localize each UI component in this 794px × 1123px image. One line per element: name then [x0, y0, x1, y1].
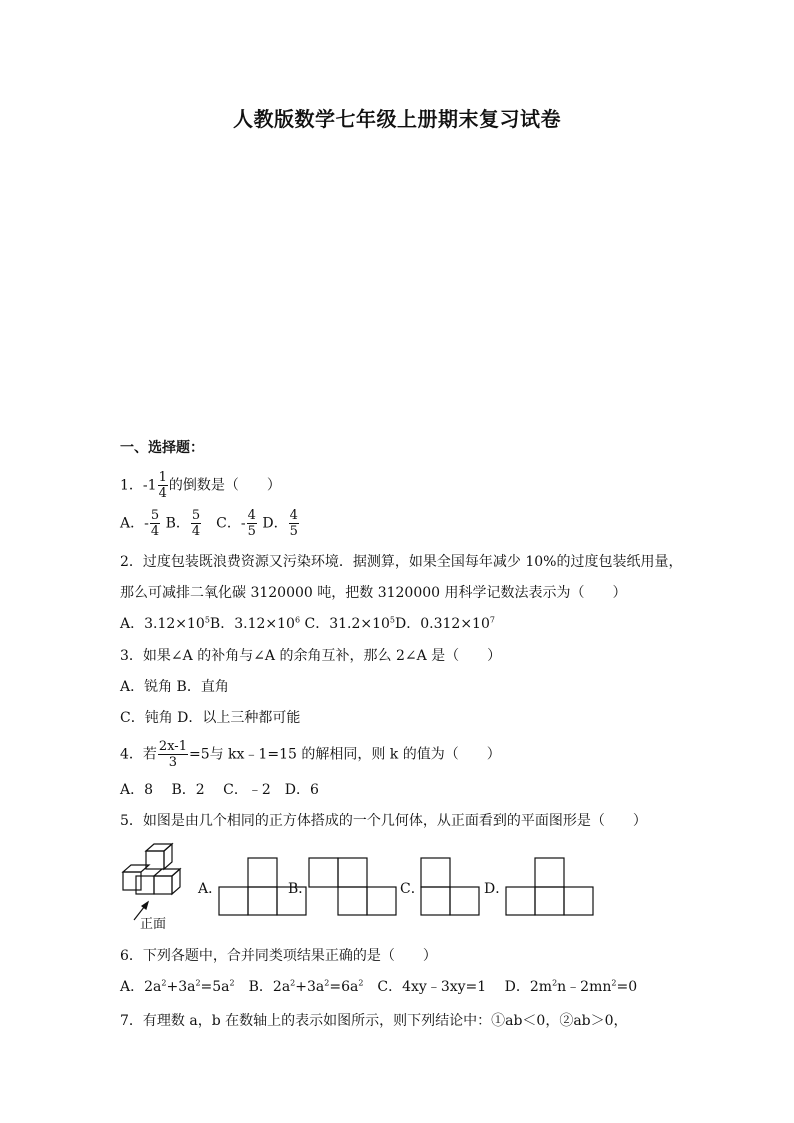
q6-b-exp1: 2 — [290, 978, 296, 988]
cube-solid-figure — [123, 844, 180, 920]
q6-a-pre: A．2a — [120, 979, 162, 995]
q6-b-exp3: 2 — [358, 978, 364, 988]
q1-fraction — [158, 470, 168, 501]
q6-b-end: =6a — [329, 979, 359, 995]
q1-c-num: 4 — [247, 508, 256, 523]
q6-b-exp2: 2 — [324, 978, 330, 988]
question-2-line-1: 2．过度包装既浪费资源又污染环境．据测算，如果全国每年减少 10%的过度包装纸用量， — [120, 554, 683, 570]
q6-d-exp2: 2 — [611, 978, 617, 988]
q1-option-c: C． — [202, 515, 241, 532]
q6-a-exp3: 2 — [229, 978, 235, 988]
q4-options: A．8 B．2 C．﹣2 D．6 — [120, 782, 319, 798]
question-1 — [120, 470, 281, 501]
q6-d-exp1: 2 — [552, 978, 558, 988]
question-3: 3．如果∠A 的补角与∠A 的余角互补，那么 2∠A 是（ ） — [120, 648, 502, 664]
q1-prefix: -1 — [142, 477, 157, 494]
q2-option-b: B．3.12×10 — [209, 616, 295, 632]
q6-c-and-d: C．4xy﹣3xy=1 D．2m — [363, 979, 553, 995]
q1-frac-num: 1 — [158, 470, 167, 485]
q5-option-c-label: C． — [400, 881, 425, 897]
q1-b-den: 4 — [191, 524, 201, 539]
q3-options-1: A．锐角 B．直角 — [120, 679, 229, 695]
q1-option-a-sign: - — [144, 515, 149, 532]
q2-option-a-exp: 5 — [204, 615, 210, 625]
q1-option-d-frac — [289, 508, 299, 539]
front-label: 正面 — [140, 917, 167, 932]
q1-suffix: 的倒数是（ ） — [168, 477, 281, 494]
q2-option-d: D．0.312×10 — [395, 616, 490, 632]
q1-option-a-frac — [150, 508, 160, 539]
q1-b-num: 5 — [191, 508, 201, 523]
q1-option-a: A． — [120, 515, 145, 532]
question-7: 7．有理数 a，b 在数轴上的表示如图所示，则下列结论中：①ab＜0，②ab＞0， — [120, 1013, 628, 1029]
q1-option-b-frac — [191, 508, 201, 539]
q6-b-pre: B．2a — [234, 979, 291, 995]
q1-options — [120, 508, 300, 539]
q4-fraction — [158, 739, 188, 770]
option-d-shape — [506, 858, 593, 915]
q2-option-c: C．31.2×10 — [304, 616, 390, 632]
q1-d-den: 5 — [289, 524, 298, 539]
q4-frac-den: 3 — [168, 755, 178, 770]
q1-a-num: 5 — [150, 508, 160, 523]
question-6: 6．下列各题中，合并同类项结果正确的是（ ） — [120, 948, 437, 964]
question-2-line-2: 那么可减排二氧化碳 3120000 吨，把数 3120000 用科学记数法表示为（ ） — [120, 585, 627, 601]
q2-option-a: A．3.12×10 — [120, 616, 205, 632]
section-heading-choice: 一、选择题： — [120, 440, 204, 456]
q1-option-c-frac — [247, 508, 257, 539]
q5-drawing — [118, 840, 608, 932]
q1-option-b: B． — [161, 515, 190, 532]
q4-frac-num: 2x-1 — [158, 739, 187, 754]
q1-option-c-sign: - — [240, 515, 246, 532]
q6-d-mid: n﹣2mn — [557, 979, 612, 995]
q5-option-d-label: D． — [484, 881, 510, 897]
q2-option-b-exp: 6 — [294, 615, 301, 625]
q4-suffix: =5与 kx﹣1=15 的解相同，则 k 的值为（ ） — [188, 746, 501, 763]
q6-options — [120, 976, 637, 996]
q1-frac-den: 4 — [158, 486, 167, 501]
q6-a-mid: +3a — [166, 979, 196, 995]
q6-b-mid: +3a — [295, 979, 325, 995]
q3-options-2: C．钝角 D．以上三种都可能 — [120, 710, 301, 726]
q1-a-den: 4 — [150, 524, 160, 539]
q1-option-d: D． — [257, 515, 288, 532]
question-5: 5．如图是由几个相同的正方体搭成的一个几何体，从正面看到的平面图形是（ ） — [120, 813, 647, 829]
q4-prefix: 4．若 — [120, 746, 157, 763]
question-4 — [120, 739, 501, 770]
q6-a-end: =5a — [200, 979, 230, 995]
q2-option-c-exp: 5 — [389, 615, 396, 625]
q6-d-end: =0 — [616, 979, 638, 995]
option-b-shape — [309, 858, 396, 915]
q1-c-den: 5 — [247, 524, 256, 539]
q1-d-num: 4 — [289, 508, 298, 523]
page-title: 人教版数学七年级上册期末复习试卷 — [233, 107, 561, 131]
q5-figure — [118, 840, 608, 932]
option-c-shape — [421, 858, 479, 915]
q2-option-d-exp: 7 — [489, 615, 495, 625]
q5-option-a-label: A． — [198, 881, 223, 897]
q5-option-b-label: B． — [288, 881, 313, 897]
q6-a-exp2: 2 — [195, 978, 201, 988]
q2-options — [120, 613, 495, 633]
q6-a-exp1: 2 — [161, 978, 167, 988]
q1-number: 1． — [120, 477, 143, 494]
